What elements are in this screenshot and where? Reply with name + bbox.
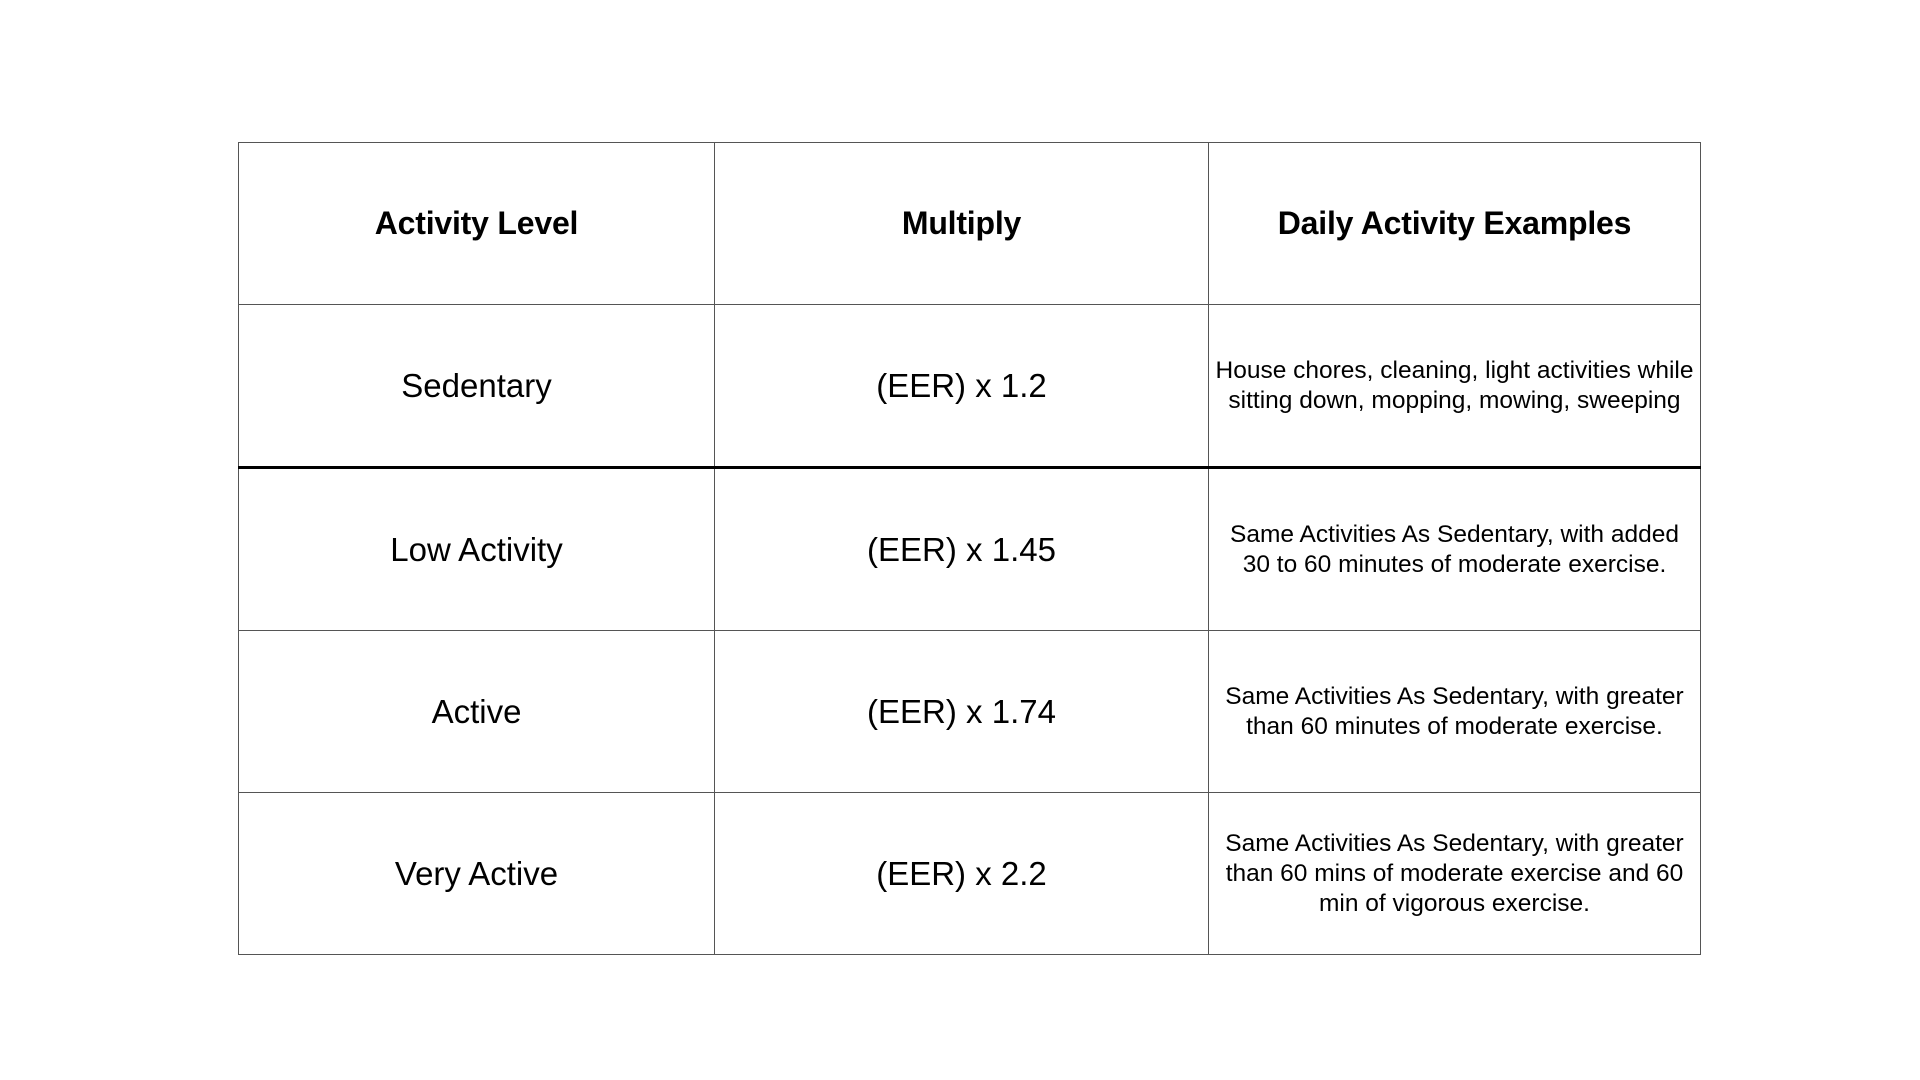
header-daily-activity-examples: Daily Activity Examples — [1209, 143, 1701, 305]
cell-examples: Same Activities As Sedentary, with added 30 to 60 minutes of moderate exercise. — [1209, 468, 1701, 631]
table-row-low-activity — [239, 468, 1701, 631]
cell-multiply: (EER) x 1.2 — [715, 305, 1209, 468]
activity-level-table — [238, 142, 1701, 955]
table-row-active — [239, 631, 1701, 793]
cell-activity-level: Sedentary — [239, 305, 715, 468]
cell-activity-level: Low Activity — [239, 468, 715, 631]
header-multiply: Multiply — [715, 143, 1209, 305]
cell-examples: Same Activities As Sedentary, with greater than 60 mins of moderate exercise and 60 min of vigorous exercise. — [1209, 793, 1701, 955]
table-row-very-active — [239, 793, 1701, 955]
cell-multiply: (EER) x 2.2 — [715, 793, 1209, 955]
cell-activity-level: Active — [239, 631, 715, 793]
cell-activity-level: Very Active — [239, 793, 715, 955]
activity-table-container — [238, 142, 1700, 950]
header-activity-level: Activity Level — [239, 143, 715, 305]
cell-multiply: (EER) x 1.45 — [715, 468, 1209, 631]
cell-multiply: (EER) x 1.74 — [715, 631, 1209, 793]
table-header-row — [239, 143, 1701, 305]
cell-examples: House chores, cleaning, light activities while sitting down, mopping, mowing, sweeping — [1209, 305, 1701, 468]
cell-examples: Same Activities As Sedentary, with greater than 60 minutes of moderate exercise. — [1209, 631, 1701, 793]
table-row-sedentary — [239, 305, 1701, 468]
